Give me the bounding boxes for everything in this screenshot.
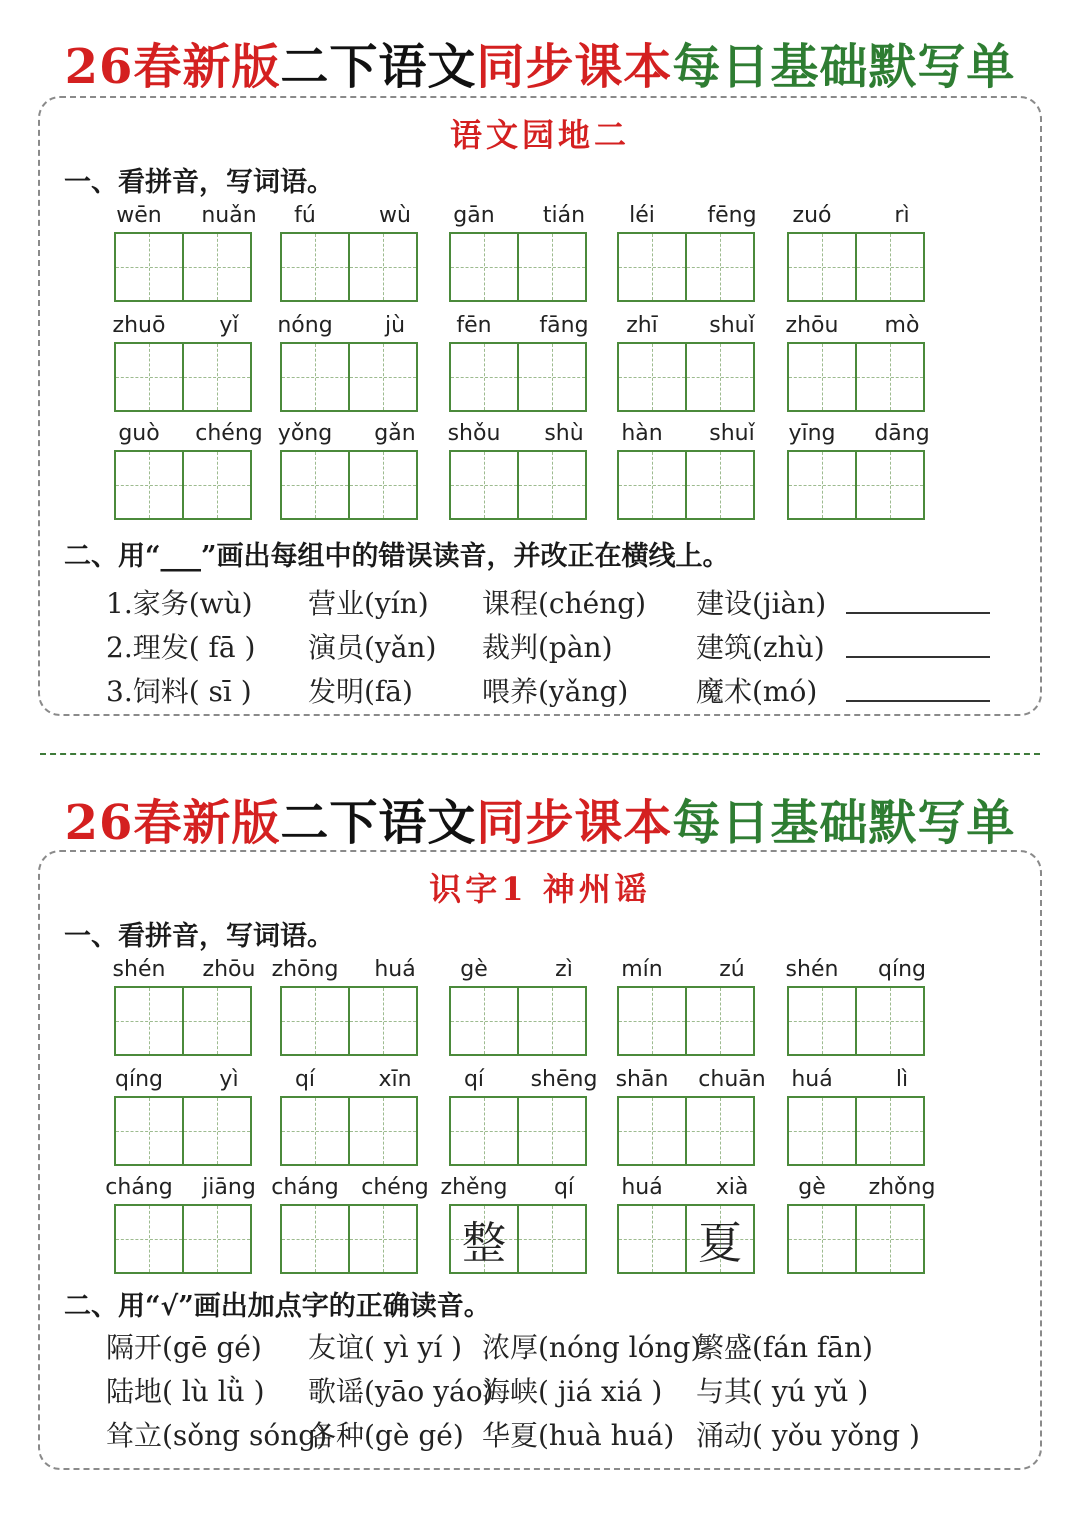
pinyin-syllable: qí bbox=[553, 1175, 575, 1200]
exercise-item[interactable]: 海峡( jiá xiá ) bbox=[482, 1375, 663, 1408]
box-character bbox=[619, 1206, 685, 1272]
title-part-4: 每日基础默写单 bbox=[672, 795, 1016, 851]
pinyin-label bbox=[429, 952, 609, 982]
pinyin-label bbox=[260, 198, 440, 228]
section-2-heading: 二、用“√”画出加点字的正确读音。 bbox=[64, 1291, 491, 1322]
pinyin-syllable: guò bbox=[118, 421, 160, 446]
writing-box[interactable] bbox=[348, 232, 418, 302]
pinyin-syllable: nuǎn bbox=[201, 203, 257, 228]
box-character bbox=[619, 234, 685, 300]
box-character bbox=[519, 988, 585, 1054]
pinyin-label bbox=[767, 416, 947, 446]
pinyin-label bbox=[94, 1170, 274, 1200]
section-2-heading: 二、用“___”画出每组中的错误读音，并改正在横线上。 bbox=[64, 541, 730, 572]
tianzige-boxes bbox=[787, 986, 927, 1056]
title-part-2: 二下语文 bbox=[280, 39, 477, 95]
box-character bbox=[451, 1098, 517, 1164]
pinyin-label bbox=[597, 416, 777, 446]
box-character: 夏 bbox=[698, 1218, 742, 1269]
writing-box[interactable] bbox=[114, 1204, 184, 1274]
box-character bbox=[687, 344, 753, 410]
box-character bbox=[857, 452, 923, 518]
pinyin-syllable: shān bbox=[615, 1067, 669, 1092]
pinyin-syllable: huá bbox=[791, 1067, 833, 1092]
pinyin-label bbox=[260, 308, 440, 338]
writing-box[interactable] bbox=[182, 1096, 252, 1166]
exercise-item[interactable]: 友谊( yì yí ) bbox=[308, 1331, 463, 1364]
box-character bbox=[619, 344, 685, 410]
pinyin-syllable: zhī bbox=[626, 313, 658, 338]
pinyin-syllable: rì bbox=[894, 203, 910, 228]
box-character bbox=[619, 1098, 685, 1164]
title-part-2: 二下语文 bbox=[280, 795, 477, 851]
writing-box[interactable] bbox=[280, 450, 350, 520]
tianzige-boxes bbox=[449, 986, 589, 1056]
tianzige-boxes bbox=[280, 450, 420, 520]
box-character bbox=[184, 988, 250, 1054]
writing-box[interactable] bbox=[182, 232, 252, 302]
title-part-1: 26春新版 bbox=[64, 795, 281, 851]
pinyin-syllable: zhǒng bbox=[868, 1175, 936, 1200]
answer-blank[interactable] bbox=[846, 612, 990, 614]
pinyin-label bbox=[767, 1170, 947, 1200]
box-character bbox=[857, 988, 923, 1054]
box-character: 整 bbox=[462, 1218, 506, 1269]
pinyin-syllable: wēn bbox=[116, 203, 162, 228]
exercise-item: 裁判(pàn) bbox=[482, 631, 613, 664]
writing-box[interactable] bbox=[449, 986, 519, 1056]
box-character bbox=[687, 452, 753, 518]
pinyin-syllable: fāng bbox=[539, 313, 589, 338]
pinyin-syllable: qíng bbox=[115, 1067, 163, 1092]
writing-box[interactable] bbox=[855, 1096, 925, 1166]
box-character bbox=[116, 1206, 182, 1272]
writing-box[interactable] bbox=[517, 342, 587, 412]
box-character bbox=[350, 344, 416, 410]
pinyin-label bbox=[597, 1170, 777, 1200]
writing-box[interactable] bbox=[517, 986, 587, 1056]
writing-box[interactable] bbox=[787, 232, 857, 302]
box-character bbox=[789, 234, 855, 300]
exercise-item: 1.家务(wù) bbox=[106, 587, 253, 620]
tianzige-boxes bbox=[449, 232, 589, 302]
writing-box[interactable] bbox=[114, 232, 184, 302]
pinyin-syllable: dāng bbox=[874, 421, 930, 446]
writing-box[interactable] bbox=[348, 986, 418, 1056]
writing-box[interactable] bbox=[685, 342, 755, 412]
box-character bbox=[350, 452, 416, 518]
pinyin-syllable: fēng bbox=[707, 203, 757, 228]
pinyin-syllable: fēn bbox=[456, 313, 492, 338]
pinyin-syllable: zhōu bbox=[202, 957, 256, 982]
writing-box[interactable] bbox=[787, 450, 857, 520]
box-character bbox=[619, 452, 685, 518]
answer-blank[interactable] bbox=[846, 700, 990, 702]
lesson-title: 语文园地二 bbox=[449, 116, 630, 154]
writing-box[interactable] bbox=[449, 342, 519, 412]
tianzige-boxes bbox=[787, 450, 927, 520]
title-part-4: 每日基础默写单 bbox=[672, 39, 1016, 95]
box-character bbox=[519, 452, 585, 518]
pinyin-syllable: gè bbox=[798, 1175, 826, 1200]
tianzige-boxes bbox=[617, 342, 757, 412]
box-character bbox=[350, 988, 416, 1054]
pinyin-label bbox=[597, 308, 777, 338]
box-character bbox=[184, 344, 250, 410]
pinyin-syllable: chéng bbox=[361, 1175, 429, 1200]
pinyin-syllable: qí bbox=[463, 1067, 485, 1092]
pinyin-label bbox=[429, 1170, 609, 1200]
writing-box[interactable] bbox=[114, 986, 184, 1056]
writing-box[interactable] bbox=[617, 450, 687, 520]
pinyin-syllable: hàn bbox=[621, 421, 663, 446]
pinyin-syllable: yīng bbox=[788, 421, 836, 446]
box-character bbox=[282, 1206, 348, 1272]
pinyin-label bbox=[94, 416, 274, 446]
tianzige-boxes bbox=[787, 1204, 927, 1274]
pinyin-syllable: nóng bbox=[277, 313, 333, 338]
box-character bbox=[857, 1206, 923, 1272]
writing-box[interactable] bbox=[517, 232, 587, 302]
tianzige-boxes bbox=[114, 986, 254, 1056]
exercise-item[interactable]: 隔开(gē gé) bbox=[106, 1331, 262, 1364]
pinyin-syllable: mò bbox=[884, 313, 920, 338]
box-character bbox=[857, 344, 923, 410]
box-character bbox=[789, 1098, 855, 1164]
exercise-item[interactable]: 浓厚(nóng lóng) bbox=[482, 1331, 702, 1364]
tianzige-boxes bbox=[787, 1096, 927, 1166]
box-character bbox=[116, 988, 182, 1054]
pinyin-syllable: wù bbox=[379, 203, 411, 228]
box-character bbox=[789, 1206, 855, 1272]
box-character bbox=[451, 988, 517, 1054]
pinyin-label bbox=[260, 416, 440, 446]
title-part-1: 26春新版 bbox=[64, 39, 281, 95]
pinyin-label bbox=[94, 308, 274, 338]
writing-box[interactable] bbox=[617, 232, 687, 302]
pinyin-label bbox=[429, 1062, 609, 1092]
exercise-item: 发明(fā) bbox=[308, 675, 413, 708]
writing-box[interactable] bbox=[517, 450, 587, 520]
box-character bbox=[687, 1098, 753, 1164]
tianzige-boxes bbox=[280, 1204, 420, 1274]
pinyin-syllable: zì bbox=[555, 957, 573, 982]
pinyin-label bbox=[260, 1062, 440, 1092]
writing-box[interactable] bbox=[855, 232, 925, 302]
pinyin-syllable: xīn bbox=[378, 1067, 412, 1092]
exercise-item: 2.理发( fā ) bbox=[106, 631, 256, 664]
writing-box[interactable] bbox=[685, 1096, 755, 1166]
pinyin-label bbox=[260, 952, 440, 982]
tianzige-boxes bbox=[449, 450, 589, 520]
box-character bbox=[519, 344, 585, 410]
writing-box[interactable] bbox=[855, 1204, 925, 1274]
pinyin-syllable: chéng bbox=[195, 421, 263, 446]
pinyin-label bbox=[429, 198, 609, 228]
tianzige-boxes bbox=[787, 342, 927, 412]
box-character bbox=[184, 234, 250, 300]
writing-box[interactable] bbox=[517, 1096, 587, 1166]
box-character bbox=[687, 234, 753, 300]
pinyin-syllable: yì bbox=[219, 1067, 239, 1092]
pinyin-syllable: léi bbox=[629, 203, 655, 228]
worksheet-title bbox=[0, 28, 1080, 97]
writing-box[interactable] bbox=[280, 1204, 350, 1274]
box-character bbox=[282, 344, 348, 410]
pinyin-syllable: jiāng bbox=[202, 1175, 256, 1200]
pinyin-syllable: chuān bbox=[698, 1067, 766, 1092]
section-1-heading: 一、看拼音，写词语。 bbox=[64, 921, 334, 952]
worksheet-title bbox=[0, 784, 1080, 853]
exercise-item: 营业(yín) bbox=[308, 587, 429, 620]
writing-box[interactable] bbox=[114, 450, 184, 520]
exercise-item[interactable]: 华夏(huà huá) bbox=[482, 1419, 675, 1452]
pinyin-syllable: shǒu bbox=[447, 421, 501, 446]
pinyin-syllable: gān bbox=[453, 203, 495, 228]
exercise-item: 课程(chéng) bbox=[482, 587, 647, 620]
tianzige-boxes bbox=[449, 1096, 589, 1166]
pinyin-syllable: zhōng bbox=[271, 957, 339, 982]
writing-box[interactable] bbox=[280, 986, 350, 1056]
tianzige-boxes bbox=[617, 1096, 757, 1166]
tianzige-boxes bbox=[617, 986, 757, 1056]
pinyin-syllable: shēng bbox=[530, 1067, 598, 1092]
writing-box[interactable] bbox=[348, 1096, 418, 1166]
pinyin-syllable: huá bbox=[374, 957, 416, 982]
writing-box[interactable] bbox=[685, 986, 755, 1056]
pinyin-label bbox=[597, 1062, 777, 1092]
pinyin-label bbox=[767, 1062, 947, 1092]
pinyin-label bbox=[767, 308, 947, 338]
title-part-3: 同步课本 bbox=[476, 795, 673, 851]
writing-box[interactable] bbox=[449, 450, 519, 520]
pinyin-label bbox=[429, 416, 609, 446]
box-character bbox=[687, 988, 753, 1054]
exercise-item[interactable]: 耸立(sǒng sóng) bbox=[106, 1419, 328, 1452]
writing-box[interactable] bbox=[617, 342, 687, 412]
answer-blank[interactable] bbox=[846, 656, 990, 658]
tianzige-boxes bbox=[617, 450, 757, 520]
tianzige-boxes bbox=[280, 232, 420, 302]
tianzige-boxes bbox=[114, 342, 254, 412]
writing-box[interactable] bbox=[449, 232, 519, 302]
exercise-item[interactable]: 与其( yú yǔ ) bbox=[696, 1375, 869, 1408]
pinyin-syllable: zuó bbox=[792, 203, 832, 228]
tianzige-boxes bbox=[280, 342, 420, 412]
writing-box[interactable] bbox=[787, 986, 857, 1056]
box-character bbox=[350, 1206, 416, 1272]
writing-box[interactable] bbox=[280, 1096, 350, 1166]
exercise-item: 魔术(mó) bbox=[696, 675, 818, 708]
writing-box[interactable] bbox=[182, 450, 252, 520]
pinyin-syllable: cháng bbox=[105, 1175, 173, 1200]
tianzige-boxes bbox=[280, 1096, 420, 1166]
tianzige-boxes bbox=[280, 986, 420, 1056]
tianzige-boxes bbox=[114, 232, 254, 302]
tianzige-boxes bbox=[449, 342, 589, 412]
tianzige-boxes bbox=[449, 1204, 589, 1274]
title-part-3: 同步课本 bbox=[476, 39, 673, 95]
pinyin-syllable: yǒng bbox=[277, 421, 333, 446]
writing-box[interactable] bbox=[855, 986, 925, 1056]
exercise-item: 3.饲料( sī ) bbox=[106, 675, 252, 708]
box-character bbox=[451, 452, 517, 518]
box-character bbox=[350, 1098, 416, 1164]
pinyin-label bbox=[597, 952, 777, 982]
exercise-item[interactable]: 歌谣(yāo yáo) bbox=[308, 1375, 494, 1408]
pinyin-syllable: jù bbox=[384, 313, 406, 338]
box-character bbox=[519, 234, 585, 300]
writing-box[interactable] bbox=[114, 342, 184, 412]
pinyin-syllable: shuǐ bbox=[709, 421, 755, 446]
pinyin-label bbox=[260, 1170, 440, 1200]
box-character bbox=[451, 344, 517, 410]
box-character bbox=[116, 1098, 182, 1164]
pinyin-syllable: mín bbox=[621, 957, 663, 982]
pinyin-syllable: qíng bbox=[878, 957, 926, 982]
worksheet-panel-1 bbox=[38, 96, 1042, 716]
writing-box[interactable] bbox=[855, 342, 925, 412]
worksheet-panel-2 bbox=[38, 850, 1042, 1470]
pinyin-syllable: huá bbox=[621, 1175, 663, 1200]
pinyin-label bbox=[94, 1062, 274, 1092]
pinyin-label bbox=[94, 198, 274, 228]
exercise-item[interactable]: 各种(gè gé) bbox=[308, 1419, 464, 1452]
box-character bbox=[789, 988, 855, 1054]
box-character bbox=[116, 234, 182, 300]
pinyin-label bbox=[597, 198, 777, 228]
pinyin-label bbox=[767, 198, 947, 228]
pinyin-syllable: zhuō bbox=[112, 313, 166, 338]
exercise-item: 喂养(yǎng) bbox=[482, 675, 629, 708]
lesson-title: 识字1 神州谣 bbox=[429, 870, 651, 908]
writing-box[interactable] bbox=[348, 1204, 418, 1274]
exercise-item: 演员(yǎn) bbox=[308, 631, 437, 664]
box-character bbox=[519, 1206, 585, 1272]
tianzige-boxes bbox=[617, 232, 757, 302]
writing-box[interactable] bbox=[685, 232, 755, 302]
writing-box[interactable] bbox=[449, 1204, 519, 1274]
pinyin-syllable: yǐ bbox=[219, 313, 239, 338]
pinyin-label bbox=[94, 952, 274, 982]
writing-box[interactable] bbox=[617, 1204, 687, 1274]
pinyin-syllable: cháng bbox=[271, 1175, 339, 1200]
box-character bbox=[282, 1098, 348, 1164]
box-character bbox=[116, 344, 182, 410]
box-character bbox=[789, 452, 855, 518]
tianzige-boxes bbox=[114, 450, 254, 520]
writing-box[interactable] bbox=[114, 1096, 184, 1166]
pinyin-syllable: zhěng bbox=[440, 1175, 508, 1200]
exercise-item[interactable]: 涌动( yǒu yǒng ) bbox=[696, 1419, 920, 1452]
writing-box[interactable] bbox=[855, 450, 925, 520]
writing-box[interactable] bbox=[348, 342, 418, 412]
writing-box[interactable] bbox=[280, 232, 350, 302]
pinyin-syllable: zú bbox=[719, 957, 745, 982]
pinyin-syllable: fú bbox=[294, 203, 316, 228]
pinyin-syllable: xià bbox=[715, 1175, 749, 1200]
box-character bbox=[116, 452, 182, 518]
writing-box[interactable] bbox=[182, 1204, 252, 1274]
page-divider bbox=[40, 753, 1040, 755]
exercise-item: 建设(jiàn) bbox=[696, 587, 827, 620]
box-character bbox=[282, 234, 348, 300]
box-character bbox=[789, 344, 855, 410]
writing-box[interactable] bbox=[617, 1096, 687, 1166]
box-character bbox=[451, 234, 517, 300]
writing-box[interactable] bbox=[182, 342, 252, 412]
writing-box[interactable] bbox=[617, 986, 687, 1056]
pinyin-syllable: qí bbox=[294, 1067, 316, 1092]
exercise-item[interactable]: 繁盛(fán fān) bbox=[696, 1331, 873, 1364]
pinyin-syllable: lì bbox=[895, 1067, 909, 1092]
box-character bbox=[282, 988, 348, 1054]
pinyin-label bbox=[429, 308, 609, 338]
writing-box[interactable] bbox=[182, 986, 252, 1056]
writing-box[interactable] bbox=[787, 1204, 857, 1274]
section-1-heading: 一、看拼音，写词语。 bbox=[64, 167, 334, 198]
pinyin-syllable: shuǐ bbox=[709, 313, 755, 338]
box-character bbox=[857, 234, 923, 300]
tianzige-boxes bbox=[114, 1204, 254, 1274]
tianzige-boxes bbox=[617, 1204, 757, 1274]
writing-box[interactable] bbox=[517, 1204, 587, 1274]
writing-box[interactable] bbox=[280, 342, 350, 412]
pinyin-syllable: gǎn bbox=[374, 421, 416, 446]
writing-box[interactable] bbox=[449, 1096, 519, 1166]
pinyin-syllable: tián bbox=[542, 203, 586, 228]
box-character bbox=[282, 452, 348, 518]
box-character bbox=[184, 1206, 250, 1272]
pinyin-syllable: shén bbox=[785, 957, 839, 982]
pinyin-syllable: shén bbox=[112, 957, 166, 982]
pinyin-syllable: gè bbox=[460, 957, 488, 982]
exercise-item: 建筑(zhù) bbox=[696, 631, 825, 664]
writing-box[interactable] bbox=[348, 450, 418, 520]
writing-box[interactable] bbox=[685, 1204, 755, 1274]
writing-box[interactable] bbox=[787, 1096, 857, 1166]
pinyin-syllable: zhōu bbox=[785, 313, 839, 338]
pinyin-syllable: shù bbox=[544, 421, 584, 446]
writing-box[interactable] bbox=[685, 450, 755, 520]
writing-box[interactable] bbox=[787, 342, 857, 412]
exercise-item[interactable]: 陆地( lù lǜ ) bbox=[106, 1375, 265, 1408]
pinyin-label bbox=[767, 952, 947, 982]
box-character bbox=[350, 234, 416, 300]
box-character bbox=[857, 1098, 923, 1164]
box-character bbox=[619, 988, 685, 1054]
box-character bbox=[184, 1098, 250, 1164]
box-character bbox=[519, 1098, 585, 1164]
box-character bbox=[184, 452, 250, 518]
tianzige-boxes bbox=[787, 232, 927, 302]
tianzige-boxes bbox=[114, 1096, 254, 1166]
